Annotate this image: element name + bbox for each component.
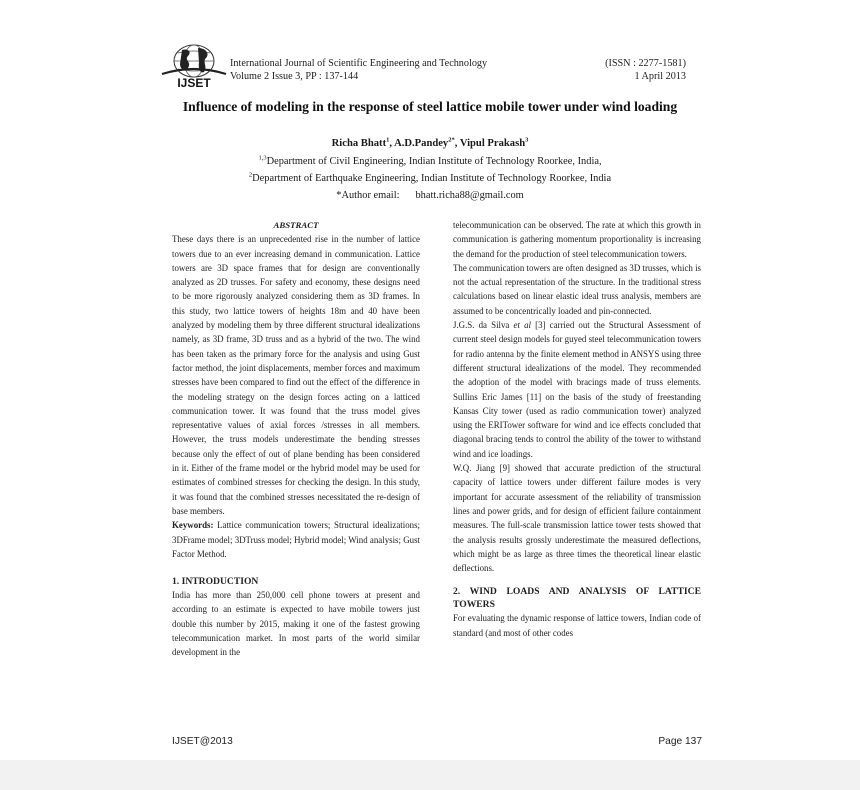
abstract-text: These days there is an unprecedented rise in the number of lattice towers due to an ever increasing demand in communication. Lattice towers are 3D space frames that for design are conventionally analyzed as 2D trusses. For safety and economy, these designs need to be more rigorously analyzed considering them as 3D frames. In this study, two lattice towers of heights 18m and 40 have been analyzed by modeling them by three different structural idealizations namely, as 3D frame, 3D truss and as a hybrid of the two. The wind has been taken as the primary force for the analysis and using Gust factor method, the joint displacements, member forces and maximum stresses have been compared to find out the effect of the difference in the modeling strategy on the design forces acting on a latticed communication tower. It was found that the truss model gives representative values of axial forces /stresses in all members. However, the truss models underestimate the bending stresses because only the effect of out of plane bending has been considered in it. Either of the frame model or the hybrid model may be used for estimates of combined stresses for checking the design. In this study, it was found that the combined stresses necessitated the re-design of base members.: [172, 234, 420, 516]
paper-title: Influence of modeling in the response of steel lattice mobile tower under wind loading: [182, 99, 678, 114]
author-name: Vipul Prakash: [459, 138, 526, 149]
author-list: Richa Bhatt$^1$, A.D.Pandey$^{2*}$, Vipul Prakash$^3$: [331, 136, 529, 149]
page-number: Page 137: [658, 736, 702, 747]
keywords-text: Lattice communication towers; Structural idealizations; 3DFrame model; 3DTruss model; Hybrid model; Wind analysis; Gust Factor Method.: [172, 520, 420, 559]
volume-info: Volume 2 Issue 3, PP : 137-144: [230, 71, 359, 82]
journal-header-right: [560, 57, 686, 83]
affiliation: [150, 155, 710, 168]
keywords-label: Keywords:: [172, 520, 214, 531]
author-sup: 3: [525, 136, 529, 144]
keywords: [172, 518, 420, 561]
author-name: A.D.Pandey: [394, 138, 449, 149]
journal-header-left: [230, 57, 560, 83]
logo-text: IJSET: [177, 76, 211, 90]
section-heading-introduction: 1. INTRODUCTION: [172, 576, 259, 588]
affiliation: [150, 172, 710, 185]
author-email: bhatt.richa88@gmail.com: [415, 190, 524, 201]
introduction-text: India has more than 250,000 cell phone towers at present and according to an estimate is expected to have mobile towers just double this number by 2015, making it one of the fastest growing telecommunication market. In most parts of the world similar development in the: [172, 590, 420, 658]
citation-author: J.G.S. da Silva: [453, 320, 514, 331]
citation-etal: et al: [513, 320, 531, 331]
body-paragraph: The communication towers are often designed as 3D trusses, which is not the actual representation of the structure. In the traditional stress calculations based on linear elastic ideal truss analysis, members are assumed to be concentrically loaded and pin-connected.: [453, 262, 701, 316]
citation-text: [3] carried out the Structural Assessment of current steel design models for guyed steel telecommunication towers for radio antenna by the finite element method in ANSYS using three different structural idealizations of the model. They recommended the adoption of the model with bracings made of truss elements. Sullins Eric James [11] on the basis of the study of freestanding Kansas City tower (used as radio communication tower) analyzed using the ERITower software for wind and ice effects concluded that diagonal bracing tends to control the ability of the tower to withstand wind and ice loadings.: [453, 320, 702, 459]
author-name: Richa Bhatt: [331, 138, 387, 149]
issn: (ISSN : 2277-1581): [605, 58, 686, 69]
email-label: *Author email:: [336, 190, 400, 201]
journal-logo: [158, 42, 230, 90]
publication-date: 1 April 2013: [634, 71, 686, 82]
affiliation-text: Department of Earthquake Engineering, Indian Institute of Technology Roorkee, India: [252, 173, 612, 184]
section-heading-wind-loads: 2. WIND LOADS AND ANALYSIS OF LATTICE TOWERS: [453, 586, 701, 611]
author-sup: 2*: [448, 136, 455, 144]
affiliation-sup: 2: [248, 171, 253, 179]
body-paragraph: [453, 318, 701, 461]
affiliation-sup: 1,3: [258, 154, 267, 162]
footer-copyright: IJSET@2013: [172, 736, 233, 747]
abstract-heading: ABSTRACT: [273, 220, 319, 230]
left-column: [172, 218, 420, 660]
author-email-line: [150, 189, 710, 202]
body-paragraph: telecommunication can be observed. The rate at which this growth in communication is gathering momentum proportionality is increasing the demand for the production of steel telecommunication towers.: [453, 220, 701, 259]
journal-name: International Journal of Scientific Engineering and Technology: [230, 58, 488, 69]
right-column: [453, 218, 701, 640]
body-paragraph: W.Q. Jiang [9] showed that accurate prediction of the structural capacity of lattice towers under different failure modes is very important for accurate assessment of the reliability of transmission lines and power grids, and for design of efficient failure containment measures. The full-scale transmission lattice tower tests showed that the analysis results grossly underestimate the measured deflections, which might be as large as three times the theoretical linear elastic deflections.: [453, 463, 701, 574]
affiliation-text: Department of Civil Engineering, Indian Institute of Technology Roorkee, India,: [266, 156, 602, 167]
section-text: For evaluating the dynamic response of lattice towers, Indian code of standard (and most of other codes: [453, 613, 701, 638]
author-sup: 1: [386, 136, 390, 144]
